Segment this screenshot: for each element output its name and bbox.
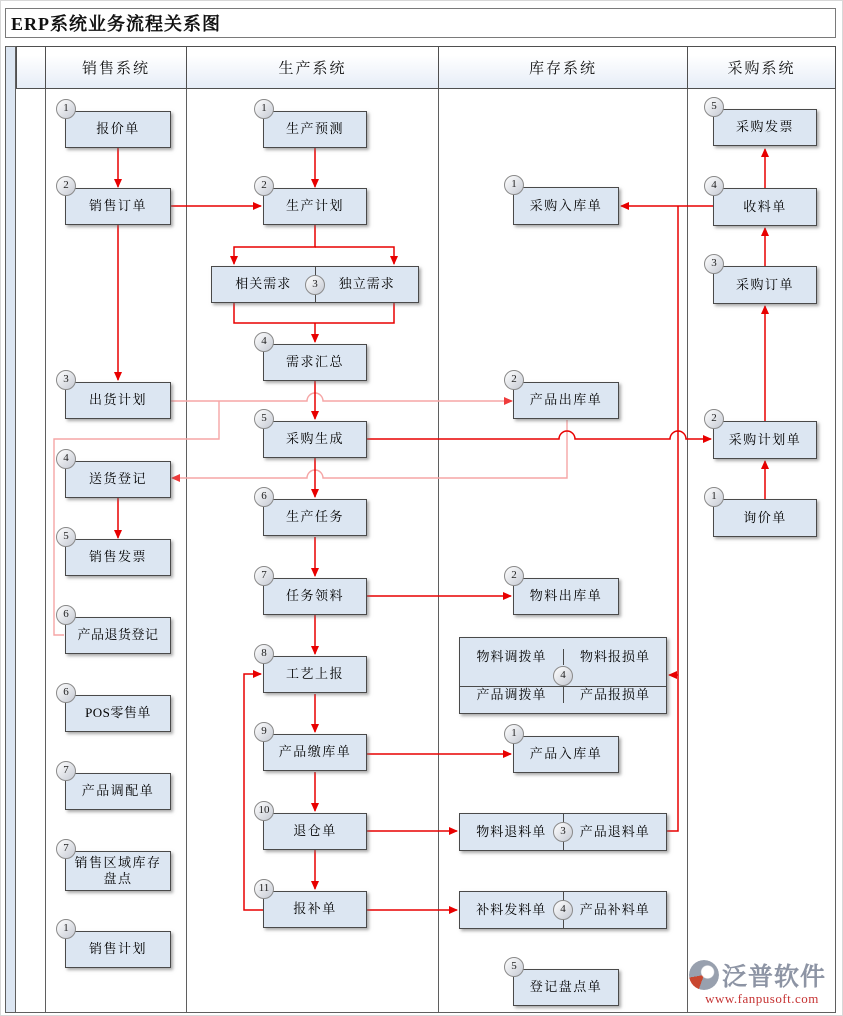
node-pos-retail-order (63, 686, 171, 732)
node-label-product-replenish-order: 产品补料单 (563, 892, 667, 928)
step-badge: 5 (56, 527, 76, 547)
node-label: 任务领料 (285, 588, 344, 604)
node-label-replenish-issue-order: 补料发料单 (476, 901, 547, 917)
step-badge: 11 (254, 879, 274, 899)
node-label: 销售计划 (88, 941, 147, 957)
lane-header-purchasing: 采购系统 (687, 46, 836, 89)
node-label: 报价单 (96, 121, 140, 137)
step-badge: 5 (704, 97, 724, 117)
node-product-outbound-order (511, 373, 619, 419)
node-label-material-return-order: 物料退料单 (476, 823, 547, 839)
node-quote (63, 102, 171, 148)
step-badge: 1 (254, 99, 274, 119)
step-badge: 4 (553, 900, 573, 920)
step-badge: 3 (56, 370, 76, 390)
node-label-material-damage-order: 物料报损单 (563, 649, 666, 665)
node-sales-region-stock-count (63, 842, 171, 891)
node-label-dependent-demand: 相关需求 (235, 276, 292, 292)
step-badge: 4 (254, 332, 274, 352)
node-material-product-return-pair (459, 813, 667, 851)
lane-header-inventory: 库存系统 (438, 46, 688, 89)
node-label: 销售订单 (88, 198, 147, 214)
node-label-product-return-order: 产品退料单 (563, 814, 667, 850)
diagram-title: ERP系统业务流程关系图 (5, 8, 836, 38)
step-badge: 1 (56, 919, 76, 939)
node-label: 产品退货登记 (77, 627, 159, 643)
node-warehouse-return-order (258, 804, 367, 850)
node-label: 采购订单 (735, 276, 794, 292)
node-label: 采购发票 (735, 119, 794, 135)
node-label: 物料出库单 (529, 588, 603, 604)
node-label: 采购计划单 (728, 431, 802, 447)
node-label-product-damage-order: 产品报损单 (563, 686, 666, 703)
node-purchase-order (711, 257, 817, 304)
node-label-product-transfer-order: 产品调拨单 (460, 686, 563, 703)
step-badge: 6 (56, 683, 76, 703)
step-badge: 4 (553, 666, 573, 686)
node-production-task (261, 490, 367, 536)
step-badge: 3 (305, 275, 325, 295)
node-product-store-in-order (261, 725, 367, 771)
node-sales-invoice (63, 530, 171, 576)
node-receiving-order (711, 179, 817, 226)
node-label: 产品缴库单 (278, 744, 352, 760)
node-label-material-transfer-order: 物料调拨单 (476, 648, 547, 664)
node-label: 退仓单 (293, 823, 337, 839)
node-dependent-independent-demand (211, 266, 419, 303)
node-label: 生产预测 (285, 121, 344, 137)
step-badge: 1 (56, 99, 76, 119)
step-badge: 10 (254, 801, 274, 821)
node-label: 销售区域库存盘点 (74, 854, 162, 886)
step-badge: 9 (254, 722, 274, 742)
node-process-report (261, 647, 367, 693)
lane-divider (186, 89, 187, 1013)
step-badge: 1 (504, 724, 524, 744)
node-delivery-registration (63, 452, 171, 498)
step-badge: 2 (504, 370, 524, 390)
node-shipping-plan (63, 373, 171, 419)
lane-header-sales: 销售系统 (45, 46, 187, 89)
node-product-return-registration (63, 608, 171, 654)
watermark (689, 957, 835, 1007)
step-badge: 4 (704, 176, 724, 196)
node-label: 采购入库单 (529, 197, 603, 213)
fanpu-logo-icon (689, 960, 719, 990)
node-inquiry-order (711, 490, 817, 537)
node-label: 需求汇总 (285, 354, 344, 370)
node-label: 生产计划 (285, 198, 344, 214)
node-label: POS零售单 (85, 705, 151, 721)
node-label: 出货计划 (88, 392, 147, 408)
watermark-company: 泛普软件 (722, 964, 827, 991)
lane-divider (687, 89, 688, 1013)
node-label: 产品入库单 (529, 746, 603, 762)
step-badge: 2 (704, 409, 724, 429)
step-badge: 7 (254, 566, 274, 586)
node-replenish-issue-pair (459, 891, 667, 929)
node-demand-summary (261, 335, 367, 381)
left-phase-bar (5, 46, 16, 1013)
node-sales-plan (63, 922, 171, 968)
node-label-independent-demand: 独立需求 (315, 267, 419, 302)
lane-divider (45, 89, 46, 1013)
watermark-url: www.fanpusoft.com (705, 991, 819, 1006)
node-purchase-invoice (711, 100, 817, 146)
node-label: 收料单 (743, 198, 787, 214)
node-purchase-generation (261, 412, 367, 458)
node-production-forecast (261, 102, 367, 148)
node-material-outbound-order (511, 569, 619, 615)
node-product-inbound-order (511, 727, 619, 773)
node-label: 询价单 (743, 509, 787, 525)
node-label: 报补单 (293, 901, 337, 917)
node-label: 送货登记 (88, 471, 147, 487)
node-task-material-picking (261, 569, 367, 615)
step-badge: 7 (56, 761, 76, 781)
lane-header-production: 生产系统 (186, 46, 439, 89)
node-production-plan (261, 179, 367, 225)
step-badge: 5 (504, 957, 524, 977)
step-badge: 3 (553, 822, 573, 842)
step-badge: 2 (56, 176, 76, 196)
node-label: 工艺上报 (285, 666, 344, 682)
node-purchase-inbound-order (511, 178, 619, 225)
step-badge: 3 (704, 254, 724, 274)
step-badge: 5 (254, 409, 274, 429)
node-label: 销售发票 (88, 549, 147, 565)
step-badge: 2 (254, 176, 274, 196)
lane-divider (438, 89, 439, 1013)
step-badge: 1 (504, 175, 524, 195)
step-badge: 6 (56, 605, 76, 625)
node-sales-order (63, 179, 171, 225)
node-label: 产品出库单 (529, 392, 603, 408)
node-transfer-damage-quad (459, 637, 667, 714)
node-label: 登记盘点单 (529, 979, 603, 995)
node-replenish-report-order (258, 882, 367, 928)
step-badge: 6 (254, 487, 274, 507)
node-purchase-plan-order (711, 412, 817, 459)
node-product-allocation-order (63, 764, 171, 810)
step-badge: 8 (254, 644, 274, 664)
node-label: 采购生成 (285, 431, 344, 447)
node-label: 产品调配单 (81, 783, 155, 799)
node-label: 生产任务 (285, 509, 344, 525)
node-stock-count-registration (511, 960, 619, 1006)
step-badge: 4 (56, 449, 76, 469)
lane-header-spacer (16, 46, 46, 89)
step-badge: 2 (504, 566, 524, 586)
step-badge: 7 (56, 839, 76, 859)
step-badge: 1 (704, 487, 724, 507)
